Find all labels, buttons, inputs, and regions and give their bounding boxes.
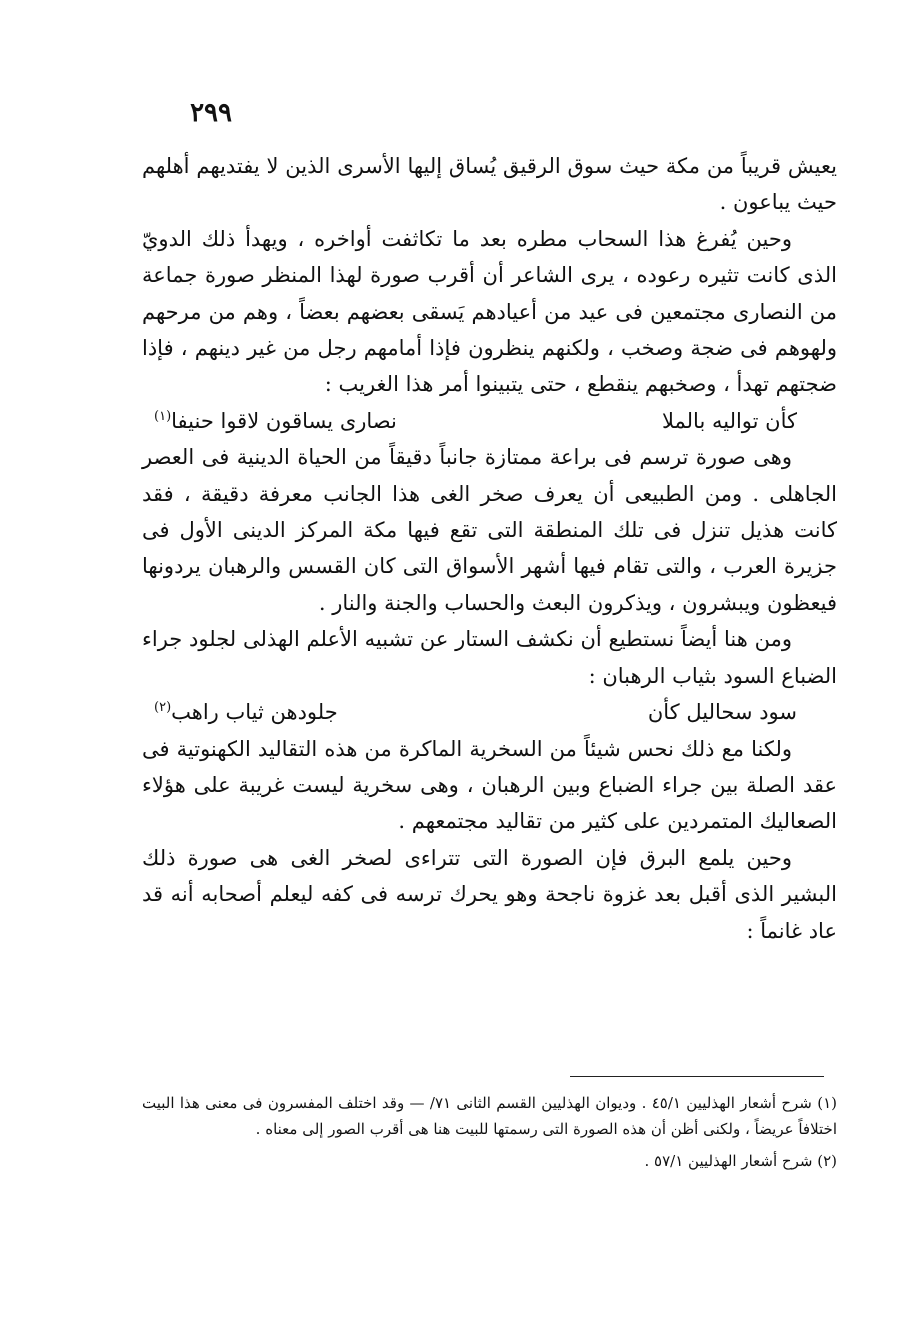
paragraph-4: ومن هنا أيضاً نستطيع أن نكشف الستار عن تشبيه الأعلم الهذلى لجلود جراء الضباع السود بثياب الرهبان :	[142, 627, 837, 688]
footnote-divider	[570, 1076, 824, 1077]
verse-1	[142, 403, 837, 439]
verse-2-second-hemistich-text: جلودهن ثياب راهب	[171, 700, 338, 725]
main-text	[142, 148, 837, 949]
paragraph-1: يعيش قريباً من مكة حيث سوق الرقيق يُساق إليها الأسرى الذين لا يفتديهم أهلهم حيث يباعون .	[142, 154, 837, 215]
paragraph-2: وحين يُفرغ هذا السحاب مطره بعد ما تكاثفت أواخره ، ويهدأ ذلك الدويّ الذى كانت تثيره رعوده ، يرى الشاعر أن أقرب صورة لهذا المنظر صورة جماعة من النصارى مجتمعين فى عيد من أعيادهم يَسقى بعضهم بعضاً ، وهم من مرحهم ولهوهم فى ضجة وصخب ، ولكنهم ينظرون فإذا أمامهم رجل من غير دينهم ، فإذا ضجتهم تهدأ ، وصخبهم ينقطع ، حتى يتبينوا أمر هذا الغريب :	[142, 226, 837, 397]
verse-2	[142, 694, 837, 730]
page-number: ٢٩٩	[190, 98, 232, 128]
verse-1-second-hemistich-text: نصارى يساقون لاقوا حنيفا	[171, 408, 397, 433]
verse-1-first-hemistich: كأن تواليه بالملا	[661, 408, 797, 433]
footnote-1: (١) شرح أشعار الهذليين ٤٥/١ . وديوان الهذليين القسم الثانى ٧١/ — وقد اختلف المفسرون فى معنى هذا البيت اختلافاً عريضاً ، ولكنى أظن أن هذه الصورة التى رسمتها للبيت هنا هى أقرب الصور إلى معناه .	[142, 1094, 837, 1138]
footnotes	[142, 1090, 837, 1174]
verse-1-second-hemistich: نصارى يساقون لاقوا حنيفا(١)	[154, 403, 397, 439]
paragraph-3: وهى صورة ترسم فى براعة ممتازة جانباً دقيقاً من الحياة الدينية فى العصر الجاهلى . ومن الطبيعى أن يعرف صخر الغى هذا الجانب معرفة دقيقة ، فقد كانت هذيل تنزل فى تلك المنطقة التى تقع فيها مكة المركز الدينى الأول فى جزيرة العرب ، والتى تقام فيها أشهر الأسواق التى كان القسس والرهبان يردونها فيعظون ويبشرون ، ويذكرون البعث والحساب والجنة والنار .	[142, 445, 837, 615]
footnote-2: (٢) شرح أشعار الهذليين ٥٧/١ .	[644, 1152, 837, 1170]
paragraph-6: وحين يلمع البرق فإن الصورة التى تتراءى لصخر الغى هى صورة ذلك البشير الذى أقبل بعد غزوة ناجحة وهو يحرك ترسه فى كفه ليعلم أصحابه أنه قد عاد غانماً :	[142, 845, 837, 943]
verse-2-first-hemistich: سود سحاليل كأن	[647, 700, 797, 725]
paragraph-5: ولكنا مع ذلك نحس شيئاً من السخرية الماكرة من هذه التقاليد الكهنوتية فى عقد الصلة بين جراء الضباع وبين الرهبان ، وهى سخرية ليست غريبة على هؤلاء الصعاليك المتمردين على كثير من تقاليد مجتمعهم .	[142, 736, 837, 834]
verse-2-second-hemistich: جلودهن ثياب راهب(٢)	[154, 694, 338, 730]
